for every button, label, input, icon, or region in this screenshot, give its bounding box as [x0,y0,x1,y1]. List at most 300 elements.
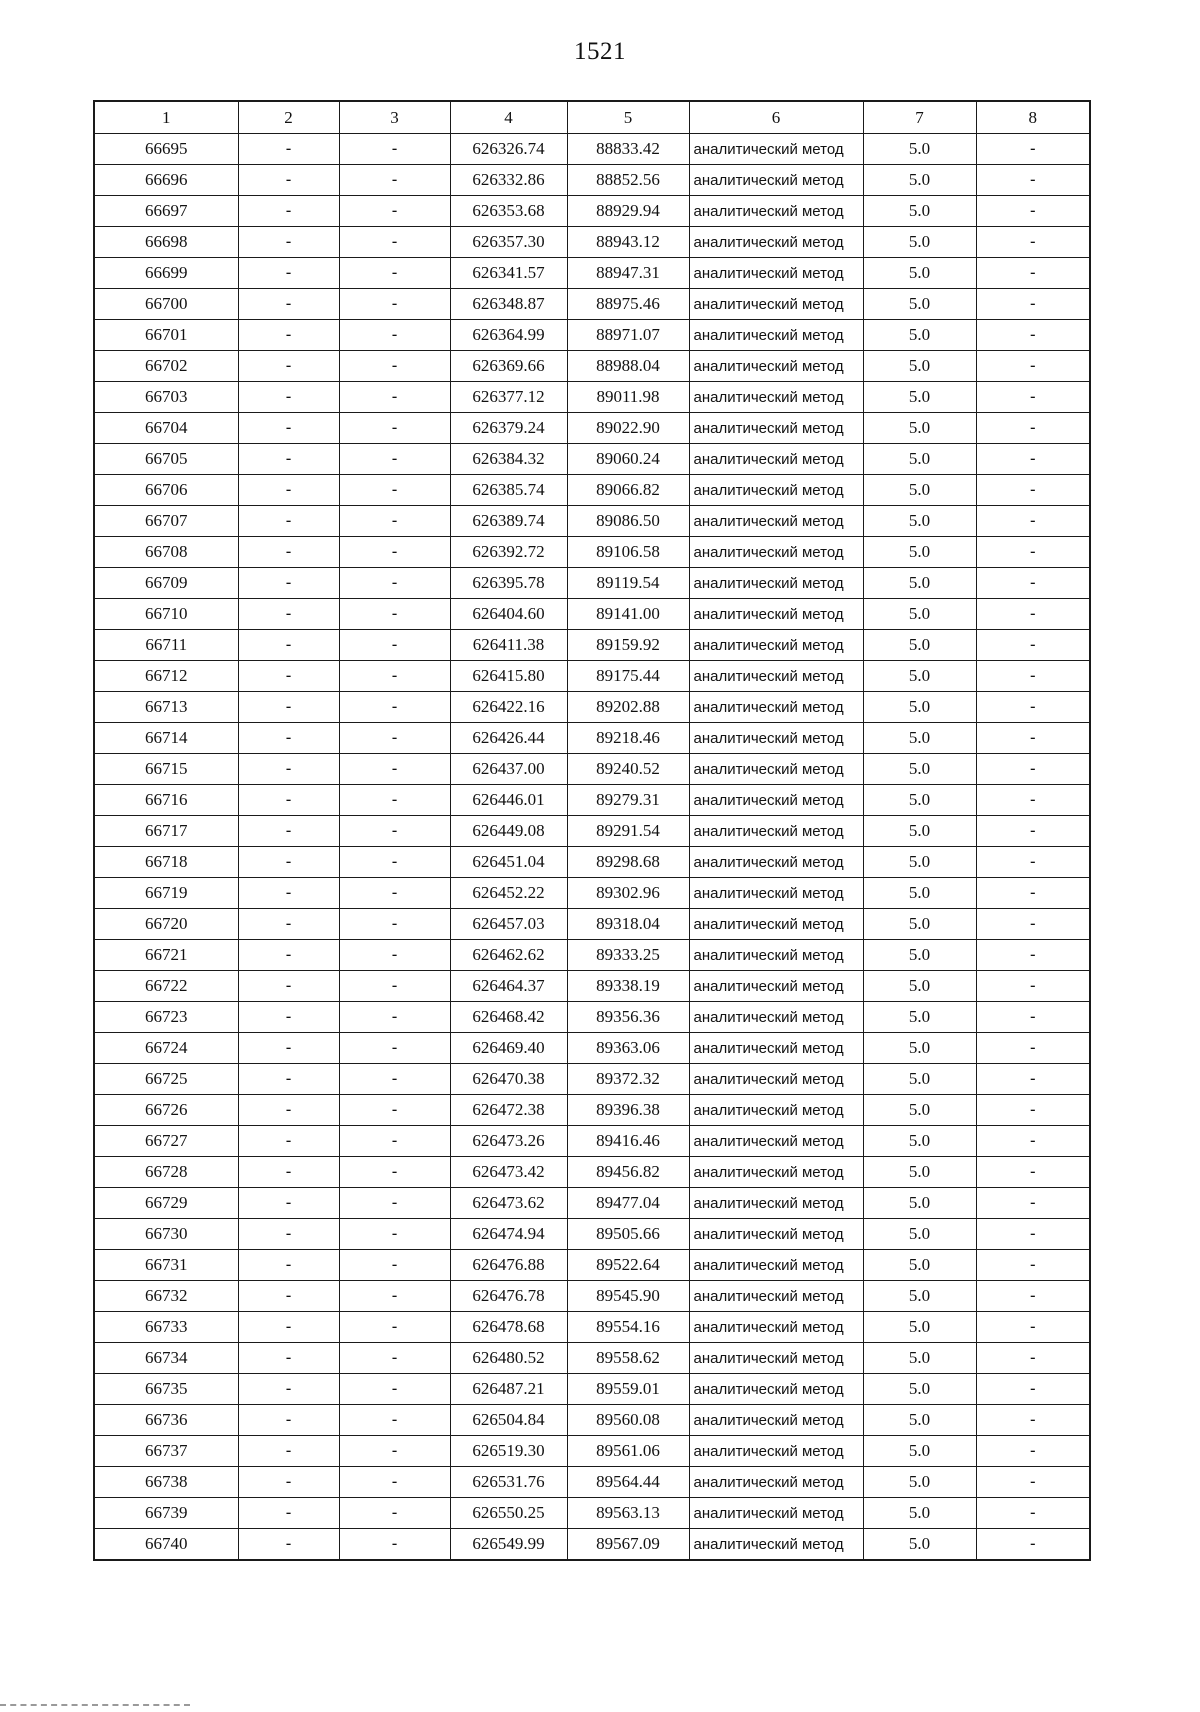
coord-x: 626451.04 [450,847,567,878]
accuracy: 5.0 [863,258,976,289]
point-number: 66715 [94,754,238,785]
col8-value: - [976,1126,1090,1157]
method: аналитический метод [689,196,863,227]
table-row [94,413,1090,444]
coord-x: 626476.78 [450,1281,567,1312]
col2-value: - [238,382,339,413]
col3-value: - [339,1033,450,1064]
col2-value: - [238,971,339,1002]
table-row [94,1126,1090,1157]
point-number: 66710 [94,599,238,630]
point-number: 66738 [94,1467,238,1498]
col3-value: - [339,878,450,909]
accuracy: 5.0 [863,196,976,227]
table-row [94,1312,1090,1343]
point-number: 66713 [94,692,238,723]
column-header-6: 6 [689,101,863,134]
accuracy: 5.0 [863,227,976,258]
accuracy: 5.0 [863,878,976,909]
column-header-1: 1 [94,101,238,134]
col8-value: - [976,537,1090,568]
table-row [94,537,1090,568]
method: аналитический метод [689,971,863,1002]
point-number: 66718 [94,847,238,878]
table-row [94,258,1090,289]
col3-value: - [339,258,450,289]
col3-value: - [339,971,450,1002]
table-row [94,506,1090,537]
col3-value: - [339,568,450,599]
coord-y: 88943.12 [567,227,689,258]
method: аналитический метод [689,165,863,196]
accuracy: 5.0 [863,1064,976,1095]
table-row [94,1343,1090,1374]
point-number: 66739 [94,1498,238,1529]
col3-value: - [339,165,450,196]
point-number: 66696 [94,165,238,196]
method: аналитический метод [689,1188,863,1219]
accuracy: 5.0 [863,444,976,475]
coord-x: 626550.25 [450,1498,567,1529]
accuracy: 5.0 [863,165,976,196]
col2-value: - [238,1436,339,1467]
col3-value: - [339,1498,450,1529]
point-number: 66720 [94,909,238,940]
accuracy: 5.0 [863,723,976,754]
col2-value: - [238,1467,339,1498]
coord-x: 626326.74 [450,134,567,165]
point-number: 66721 [94,940,238,971]
col3-value: - [339,1467,450,1498]
coord-y: 89318.04 [567,909,689,940]
point-number: 66712 [94,661,238,692]
table-row [94,630,1090,661]
method: аналитический метод [689,413,863,444]
point-number: 66730 [94,1219,238,1250]
point-number: 66736 [94,1405,238,1436]
table-row [94,568,1090,599]
col8-value: - [976,258,1090,289]
coord-y: 89279.31 [567,785,689,816]
col8-value: - [976,351,1090,382]
table-row [94,320,1090,351]
table-row [94,1529,1090,1561]
coord-x: 626473.26 [450,1126,567,1157]
table-row [94,1374,1090,1405]
col2-value: - [238,1250,339,1281]
table-body [94,134,1090,1561]
coord-y: 89141.00 [567,599,689,630]
accuracy: 5.0 [863,506,976,537]
point-number: 66740 [94,1529,238,1561]
coord-y: 89022.90 [567,413,689,444]
method: аналитический метод [689,1436,863,1467]
point-number: 66711 [94,630,238,661]
col8-value: - [976,816,1090,847]
coord-x: 626353.68 [450,196,567,227]
method: аналитический метод [689,816,863,847]
coord-x: 626437.00 [450,754,567,785]
col8-value: - [976,1157,1090,1188]
coord-y: 89372.32 [567,1064,689,1095]
accuracy: 5.0 [863,1529,976,1561]
col8-value: - [976,165,1090,196]
method: аналитический метод [689,1529,863,1561]
col8-value: - [976,134,1090,165]
col2-value: - [238,692,339,723]
table-row [94,1281,1090,1312]
method: аналитический метод [689,1219,863,1250]
coord-y: 89159.92 [567,630,689,661]
point-number: 66729 [94,1188,238,1219]
table-row [94,1436,1090,1467]
table-row [94,475,1090,506]
point-number: 66731 [94,1250,238,1281]
method: аналитический метод [689,1374,863,1405]
accuracy: 5.0 [863,1188,976,1219]
col3-value: - [339,661,450,692]
method: аналитический метод [689,785,863,816]
column-header-8: 8 [976,101,1090,134]
coord-x: 626462.62 [450,940,567,971]
col3-value: - [339,1095,450,1126]
coord-x: 626369.66 [450,351,567,382]
coord-y: 89561.06 [567,1436,689,1467]
col8-value: - [976,1529,1090,1561]
col8-value: - [976,785,1090,816]
col3-value: - [339,351,450,382]
coord-y: 89356.36 [567,1002,689,1033]
col3-value: - [339,1126,450,1157]
accuracy: 5.0 [863,816,976,847]
point-number: 66722 [94,971,238,1002]
accuracy: 5.0 [863,1033,976,1064]
col3-value: - [339,506,450,537]
coord-x: 626464.37 [450,971,567,1002]
coord-y: 89218.46 [567,723,689,754]
col2-value: - [238,475,339,506]
coord-y: 89563.13 [567,1498,689,1529]
table-row [94,971,1090,1002]
accuracy: 5.0 [863,1312,976,1343]
method: аналитический метод [689,1250,863,1281]
point-number: 66701 [94,320,238,351]
point-number: 66703 [94,382,238,413]
col8-value: - [976,320,1090,351]
col8-value: - [976,599,1090,630]
accuracy: 5.0 [863,475,976,506]
col8-value: - [976,1405,1090,1436]
table-row [94,196,1090,227]
col8-value: - [976,382,1090,413]
point-number: 66719 [94,878,238,909]
col2-value: - [238,1343,339,1374]
table-header [94,101,1090,134]
col2-value: - [238,1188,339,1219]
coord-x: 626415.80 [450,661,567,692]
table-row [94,692,1090,723]
col8-value: - [976,1095,1090,1126]
method: аналитический метод [689,1095,863,1126]
coord-x: 626457.03 [450,909,567,940]
col2-value: - [238,227,339,258]
col2-value: - [238,847,339,878]
column-header-5: 5 [567,101,689,134]
col2-value: - [238,909,339,940]
coord-y: 89302.96 [567,878,689,909]
col2-value: - [238,723,339,754]
point-number: 66717 [94,816,238,847]
method: аналитический метод [689,661,863,692]
coord-y: 89558.62 [567,1343,689,1374]
col2-value: - [238,1498,339,1529]
table-row [94,1064,1090,1095]
coord-x: 626348.87 [450,289,567,320]
table-row [94,134,1090,165]
table-row [94,1157,1090,1188]
method: аналитический метод [689,506,863,537]
coord-x: 626519.30 [450,1436,567,1467]
col8-value: - [976,909,1090,940]
table-row [94,1033,1090,1064]
method: аналитический метод [689,289,863,320]
accuracy: 5.0 [863,568,976,599]
col8-value: - [976,227,1090,258]
coord-y: 88852.56 [567,165,689,196]
table-row [94,1219,1090,1250]
point-number: 66704 [94,413,238,444]
table-row [94,785,1090,816]
point-number: 66727 [94,1126,238,1157]
coord-y: 89545.90 [567,1281,689,1312]
accuracy: 5.0 [863,289,976,320]
coord-x: 626389.74 [450,506,567,537]
col8-value: - [976,878,1090,909]
coord-x: 626332.86 [450,165,567,196]
method: аналитический метод [689,1002,863,1033]
header-row [94,101,1090,134]
method: аналитический метод [689,599,863,630]
method: аналитический метод [689,1343,863,1374]
point-number: 66708 [94,537,238,568]
coord-x: 626385.74 [450,475,567,506]
page-number: 1521 [574,38,626,65]
point-number: 66695 [94,134,238,165]
coord-x: 626478.68 [450,1312,567,1343]
point-number: 66724 [94,1033,238,1064]
table-row [94,289,1090,320]
point-number: 66732 [94,1281,238,1312]
col2-value: - [238,134,339,165]
method: аналитический метод [689,630,863,661]
coord-x: 626468.42 [450,1002,567,1033]
accuracy: 5.0 [863,630,976,661]
col3-value: - [339,1529,450,1561]
accuracy: 5.0 [863,1343,976,1374]
col3-value: - [339,475,450,506]
coord-x: 626395.78 [450,568,567,599]
method: аналитический метод [689,1064,863,1095]
coord-y: 89554.16 [567,1312,689,1343]
table-row [94,754,1090,785]
method: аналитический метод [689,134,863,165]
table-row [94,661,1090,692]
point-number: 66734 [94,1343,238,1374]
col2-value: - [238,444,339,475]
coord-x: 626504.84 [450,1405,567,1436]
coord-x: 626384.32 [450,444,567,475]
col2-value: - [238,1281,339,1312]
table-row [94,723,1090,754]
method: аналитический метод [689,754,863,785]
accuracy: 5.0 [863,847,976,878]
col3-value: - [339,537,450,568]
col3-value: - [339,940,450,971]
col3-value: - [339,909,450,940]
coord-y: 89086.50 [567,506,689,537]
point-number: 66726 [94,1095,238,1126]
col3-value: - [339,289,450,320]
accuracy: 5.0 [863,1374,976,1405]
col3-value: - [339,1002,450,1033]
col8-value: - [976,1374,1090,1405]
col2-value: - [238,537,339,568]
coord-x: 626404.60 [450,599,567,630]
coord-x: 626411.38 [450,630,567,661]
coord-y: 89298.68 [567,847,689,878]
col8-value: - [976,1064,1090,1095]
col8-value: - [976,1219,1090,1250]
table-row [94,1002,1090,1033]
col8-value: - [976,289,1090,320]
point-number: 66699 [94,258,238,289]
col2-value: - [238,1529,339,1561]
method: аналитический метод [689,1498,863,1529]
coord-y: 89240.52 [567,754,689,785]
point-number: 66716 [94,785,238,816]
coord-y: 89119.54 [567,568,689,599]
coord-y: 89333.25 [567,940,689,971]
method: аналитический метод [689,1281,863,1312]
coord-y: 89522.64 [567,1250,689,1281]
col8-value: - [976,506,1090,537]
coord-y: 89338.19 [567,971,689,1002]
coord-x: 626473.42 [450,1157,567,1188]
column-header-4: 4 [450,101,567,134]
accuracy: 5.0 [863,1095,976,1126]
coord-x: 626341.57 [450,258,567,289]
col2-value: - [238,599,339,630]
col2-value: - [238,661,339,692]
coord-y: 89363.06 [567,1033,689,1064]
col2-value: - [238,1157,339,1188]
col8-value: - [976,1188,1090,1219]
coord-y: 88929.94 [567,196,689,227]
coord-x: 626549.99 [450,1529,567,1561]
accuracy: 5.0 [863,661,976,692]
coord-y: 89477.04 [567,1188,689,1219]
col2-value: - [238,754,339,785]
col8-value: - [976,568,1090,599]
coord-x: 626446.01 [450,785,567,816]
coord-y: 88947.31 [567,258,689,289]
coord-x: 626476.88 [450,1250,567,1281]
col3-value: - [339,847,450,878]
col2-value: - [238,568,339,599]
table-row [94,909,1090,940]
accuracy: 5.0 [863,1250,976,1281]
method: аналитический метод [689,1312,863,1343]
accuracy: 5.0 [863,692,976,723]
col2-value: - [238,1312,339,1343]
col2-value: - [238,289,339,320]
coord-x: 626480.52 [450,1343,567,1374]
coord-y: 89011.98 [567,382,689,413]
col3-value: - [339,599,450,630]
method: аналитический метод [689,444,863,475]
point-number: 66709 [94,568,238,599]
coord-x: 626422.16 [450,692,567,723]
method: аналитический метод [689,568,863,599]
point-number: 66728 [94,1157,238,1188]
method: аналитический метод [689,1467,863,1498]
table-row [94,382,1090,413]
table-row [94,165,1090,196]
col2-value: - [238,1374,339,1405]
table-row [94,227,1090,258]
accuracy: 5.0 [863,971,976,1002]
table-row [94,1405,1090,1436]
point-number: 66707 [94,506,238,537]
table-row [94,1188,1090,1219]
method: аналитический метод [689,382,863,413]
method: аналитический метод [689,1033,863,1064]
table-row [94,1498,1090,1529]
col3-value: - [339,1436,450,1467]
col3-value: - [339,413,450,444]
table-row [94,351,1090,382]
coord-x: 626377.12 [450,382,567,413]
col3-value: - [339,444,450,475]
col8-value: - [976,1312,1090,1343]
col3-value: - [339,630,450,661]
coord-y: 89291.54 [567,816,689,847]
accuracy: 5.0 [863,134,976,165]
col3-value: - [339,1405,450,1436]
method: аналитический метод [689,940,863,971]
col3-value: - [339,692,450,723]
col2-value: - [238,320,339,351]
scan-edge-divider [0,1704,190,1706]
col8-value: - [976,413,1090,444]
accuracy: 5.0 [863,1467,976,1498]
point-number: 66705 [94,444,238,475]
coord-y: 89564.44 [567,1467,689,1498]
col8-value: - [976,630,1090,661]
method: аналитический метод [689,909,863,940]
col2-value: - [238,1033,339,1064]
col8-value: - [976,1281,1090,1312]
coord-x: 626472.38 [450,1095,567,1126]
col2-value: - [238,816,339,847]
method: аналитический метод [689,227,863,258]
col2-value: - [238,506,339,537]
coord-y: 89175.44 [567,661,689,692]
coord-y: 88988.04 [567,351,689,382]
col2-value: - [238,165,339,196]
accuracy: 5.0 [863,382,976,413]
col2-value: - [238,1002,339,1033]
